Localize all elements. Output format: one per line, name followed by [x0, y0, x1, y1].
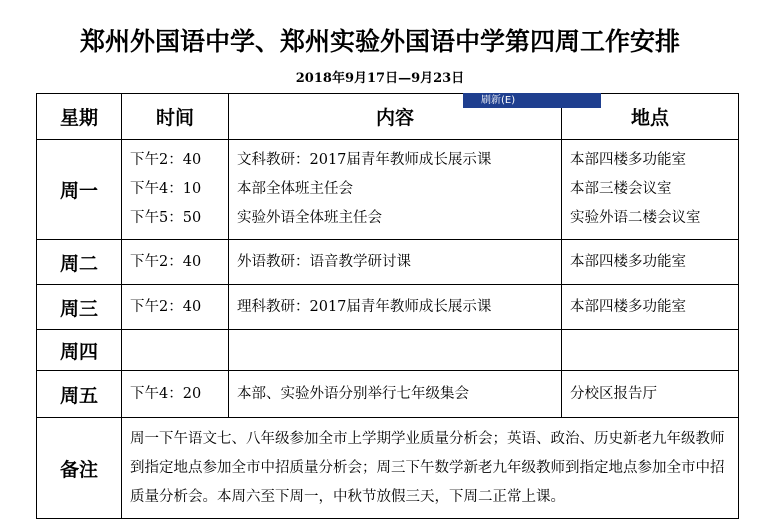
time-entry: 下午5：50 — [130, 210, 202, 226]
time-entry: 下午4：20 — [130, 385, 202, 402]
table-row — [37, 330, 739, 371]
place-entry: 本部四楼多功能室 — [570, 298, 686, 315]
time-cell — [122, 371, 229, 418]
place-cell — [562, 140, 739, 240]
table-row — [37, 140, 739, 240]
content-cell — [229, 140, 562, 240]
place-cell — [562, 285, 739, 330]
content-entry: 本部、实验外语分别举行七年级集会 — [237, 385, 469, 402]
time-entry: 下午2：40 — [130, 253, 202, 270]
day-cell: 周四 — [37, 330, 122, 371]
remarks-label: 备注 — [37, 418, 122, 519]
date-range: 2018年9月17日—9月23日 — [295, 71, 465, 86]
place-cell — [562, 371, 739, 418]
content-entry: 本部全体班主任会 — [237, 181, 353, 197]
content-cell — [229, 240, 562, 285]
place-cell — [562, 330, 739, 371]
day-cell: 周一 — [37, 140, 122, 240]
header-content: 内容 — [229, 94, 562, 140]
content-entry: 文科教研：2017届青年教师成长展示课 — [237, 152, 492, 168]
content-entry: 理科教研：2017届青年教师成长展示课 — [237, 298, 492, 315]
remarks-row — [37, 418, 739, 519]
content-entry: 实验外语全体班主任会 — [237, 210, 382, 226]
table-row — [37, 240, 739, 285]
day-cell: 周二 — [37, 240, 122, 285]
content-cell — [229, 371, 562, 418]
place-entry: 本部四楼多功能室 — [570, 152, 686, 168]
document-title: 郑州外国语中学、郑州实验外国语中学第四周工作安排 — [79, 27, 680, 56]
content-cell — [229, 285, 562, 330]
schedule-table — [36, 93, 739, 519]
place-entry: 实验外语二楼会议室 — [570, 210, 701, 226]
time-cell — [122, 240, 229, 285]
place-entry: 本部四楼多功能室 — [570, 253, 686, 270]
time-cell — [122, 140, 229, 240]
header-day: 星期 — [37, 94, 122, 140]
content-cell — [229, 330, 562, 371]
table-row — [37, 371, 739, 418]
refresh-button[interactable]: 刷新(E) — [463, 93, 601, 108]
remarks-text: 周一下午语文七、八年级参加全市上学期学业质量分析会；英语、政治、历史新老九年级教师到指定地点参加全市中招质量分析会；周三下午数学新老九年级教师到指定地点参加全市中招质量分析会。本周六至下周一，中秋节放假三天，下周二正常上课。 — [122, 418, 739, 519]
header-time: 时间 — [122, 94, 229, 140]
header-row — [37, 94, 739, 140]
time-entry: 下午4：10 — [130, 181, 202, 197]
table-row — [37, 285, 739, 330]
time-entry: 下午2：40 — [130, 298, 202, 315]
time-cell — [122, 330, 229, 371]
time-cell — [122, 285, 229, 330]
place-cell — [562, 240, 739, 285]
place-entry: 分校区报告厅 — [570, 385, 657, 402]
place-entry: 本部三楼会议室 — [570, 181, 672, 197]
header-place: 地点 — [562, 94, 739, 140]
day-cell: 周五 — [37, 371, 122, 418]
content-entry: 外语教研：语音教学研讨课 — [237, 253, 411, 270]
day-cell: 周三 — [37, 285, 122, 330]
time-entry: 下午2：40 — [130, 152, 202, 168]
